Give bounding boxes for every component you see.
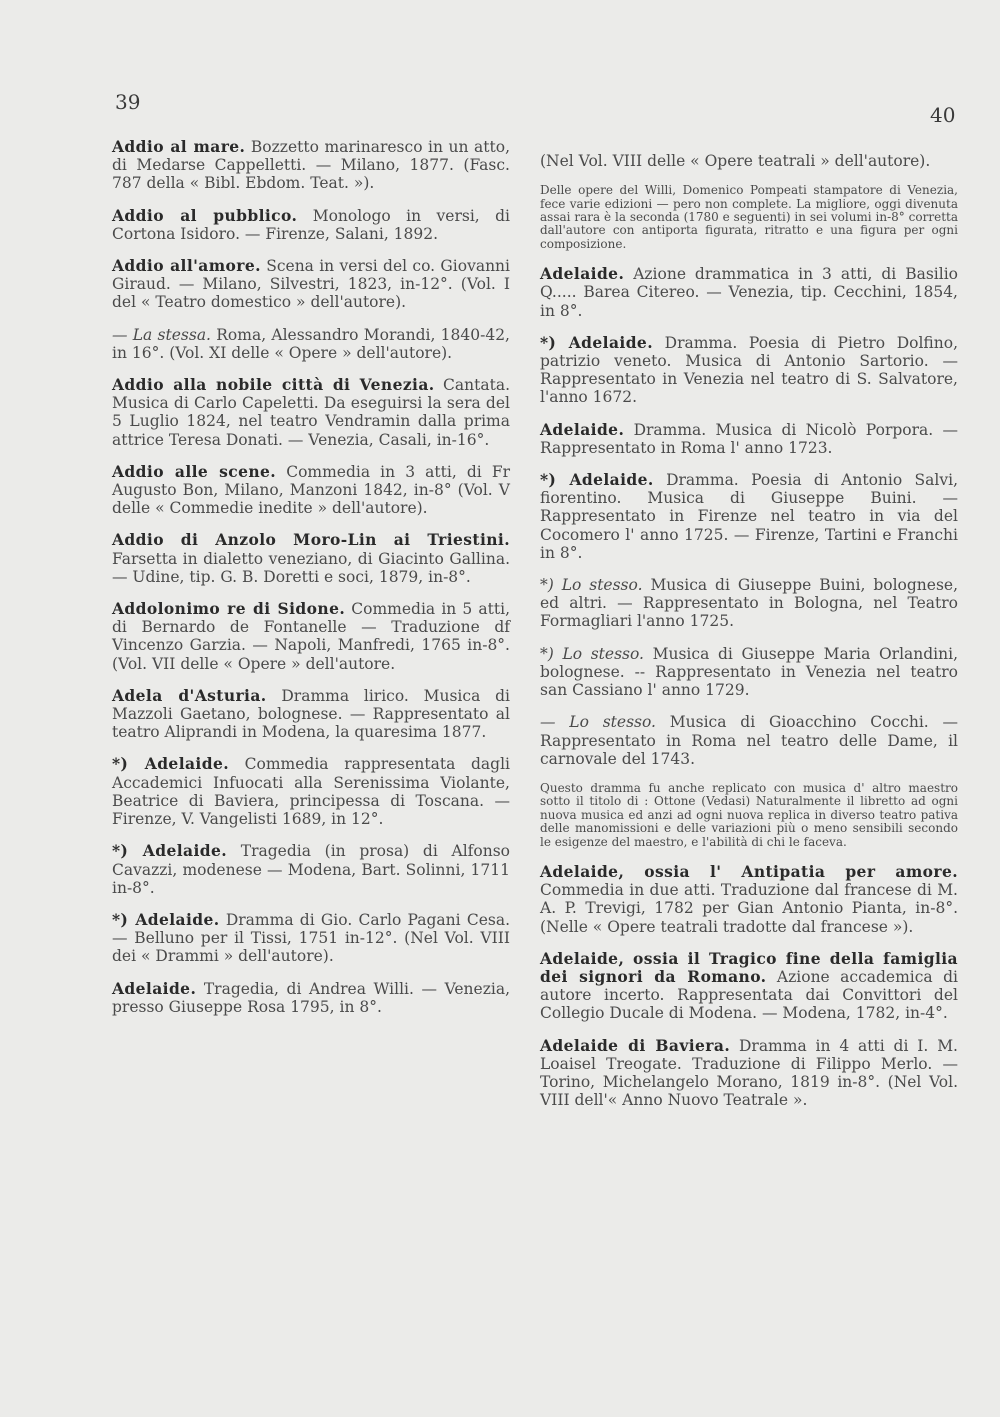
entry-text: Farsetta in dialetto veneziano, di Giacinto Gallina. — Udine, tip. G. B. Doretti e soci, 1879, in-8°. <box>112 549 510 586</box>
entry-text: Tragedia, di Andrea Willi. — Venezia, presso Giuseppe Rosa 1795, in 8°. <box>112 979 510 1016</box>
entry-title: *) Adelaide. <box>540 332 653 352</box>
entry-text: Musica di Giuseppe Maria Orlandini, bolognese. -- Rappresentato in Venezia nel teatro san Cassiano l' anno 1729. <box>540 644 958 700</box>
entry-text: Cantata. Musica di Carlo Capeletti. Da eseguirsi la sera del 5 Luglio 1824, nel teatro Vendramin dalla prima attrice Teresa Donati. — Venezia, Casali, in-16°. <box>112 376 510 449</box>
entry <box>540 863 958 936</box>
entry <box>540 421 958 457</box>
entry <box>112 755 510 828</box>
entry-title: Adelaide di Baviera. <box>540 1035 731 1055</box>
entry-continuation: (Nel Vol. VIII delle « Opere teatrali » dell'autore). <box>540 152 931 170</box>
entry <box>540 645 958 700</box>
entry-title: Adelaide. <box>540 264 625 284</box>
entry-text: Dramma. Poesia di Pietro Dolfino, patrizio veneto. Musica di Antonio Sartorio. — Rappresentato in Venezia nel teatro di S. Salvatore, l'anno 1672. <box>540 333 958 407</box>
entry-text: Tragedia (in prosa) di Alfonso Cavazzi, modenese — Modena, Bart. Solinni, 1711 in-8°. <box>112 842 510 897</box>
entry <box>112 326 510 362</box>
entry-text: Monologo in versi, di Cortona Isidoro. — Firenze, Salani, 1892. <box>112 206 510 243</box>
right-column <box>540 152 958 1123</box>
entry-text: Commedia in 5 atti, di Bernardo de Fontanelle — Traduzione df Vincenzo Garzia. — Napoli, Manfredi, 1765 in-8°. (Vol. VII delle « Opere » dell'autore. <box>112 600 510 673</box>
page-number-left: 39 <box>115 90 141 114</box>
entry-text: Commedia rappresentata dagli Accademici Infuocati alla Serenissima Violante, Beatrice di Baviera, principessa di Toscana. — Firenze, V. Vangelisti 1689, in 12°. <box>112 755 510 829</box>
entry-text: Commedia in 3 atti, di Fr Augusto Bon, Milano, Manzoni 1842, in-8° (Vol. V delle « Commedie inedite » dell'autore). <box>112 462 510 518</box>
page-number-right: 40 <box>930 103 956 127</box>
entry-text: Dramma in 4 atti di I. M. Loaisel Treogate. Traduzione di Filippo Merlo. — Torino, Michelangelo Morano, 1819 in-8°. (Nel Vol. VIII dell'« Anno Nuovo Teatrale ». <box>540 1036 958 1110</box>
entry <box>112 687 510 742</box>
entry-text: Azione drammatica in 3 atti, di Basilio Q..... Barea Citereo. — Venezia, tip. Cecchini, 1854, in 8°. <box>540 265 958 320</box>
footnote: Delle opere del Willi, Domenico Pompeati stampatore di Venezia, fece varie edizioni — pero non complete. La migliore, oggi divenuta assai rara è la seconda (1780 e seguenti) in sei volumi in-8° corretta dall'autore con antiporta figurata, ritratto e una figura per ogni composizione. <box>540 183 958 251</box>
entry-title: — Lo stesso. <box>540 713 656 732</box>
entry-title: Adelaide. <box>540 419 625 439</box>
entry <box>112 257 510 312</box>
entry-text: Bozzetto marinaresco in un atto, di Medarse Cappelletti. — Milano, 1877. (Fasc. 787 della « Bibl. Ebdom. Teat. »). <box>112 138 510 193</box>
entry-text: Roma, Alessandro Morandi, 1840-42, in 16°. (Vol. XI delle « Opere » dell'autore). <box>112 325 510 362</box>
entry-title: Addio alla nobile città di Venezia. <box>112 375 435 395</box>
entry <box>540 471 958 562</box>
entry-title: Addio di Anzolo Moro-Lin ai Triestini. <box>112 530 510 550</box>
entry <box>540 950 958 1023</box>
entry <box>112 138 510 193</box>
entry-text: Dramma di Gio. Carlo Pagani Cesa. — Belluno per il Tissi, 1751 in-12°. (Nel Vol. VIII dei « Drammi » dell'autore). <box>112 910 510 966</box>
entry <box>540 1037 958 1110</box>
entry-title: Adelaide. <box>112 978 197 998</box>
left-column <box>112 138 510 1030</box>
entry-title: Adelaide, ossia l' Antipatia per amore. <box>540 861 958 881</box>
entry-title: *) Adelaide. <box>112 841 228 861</box>
entry-title: Addio al pubblico. <box>112 205 298 225</box>
entry <box>540 265 958 320</box>
entry-title: Adelaide, ossia il Tragico fine della famiglia dei signori da Romano. <box>540 948 958 986</box>
entry-text: Scena in versi del co. Giovanni Giraud. — Milano, Silvestri, 1823, in-12°. (Vol. I del « Teatro domestico » dell'autore). <box>112 257 510 312</box>
entry-title: *) Adelaide. <box>540 470 654 490</box>
entry <box>112 600 510 673</box>
entry <box>112 463 510 518</box>
entry-title: — La stessa. <box>112 325 211 344</box>
entry-title: Adela d'Asturia. <box>112 685 267 705</box>
entry-text: Azione accademica di autore incerto. Rappresentata dai Convittori del Collegio Ducale di Modena. — Modena, 1782, in-4°. <box>540 967 958 1023</box>
entry <box>112 207 510 243</box>
entry <box>540 713 958 768</box>
entry <box>112 376 510 449</box>
entry <box>540 576 958 631</box>
entry-title: Addio all'amore. <box>112 256 261 276</box>
entry-title: *) Adelaide. <box>112 754 230 774</box>
entry-text: Commedia in due atti. Traduzione dal francese di M. A. P. Trevigi, 1782 per Gian Antonio Pianta, in-8°. (Nelle « Opere teatrali tradotte dal francese »). <box>540 881 958 936</box>
entry-title: *) Lo stesso. <box>540 576 643 595</box>
entry-title: Addio al mare. <box>112 137 246 156</box>
entry-text: Musica di Giuseppe Buini, bolognese, ed altri. — Rappresentato in Bologna, nel Teatro Formagliari l'anno 1725. <box>540 576 958 631</box>
entry-text: Dramma. Musica di Nicolò Porpora. — Rappresentato in Roma l' anno 1723. <box>540 420 958 457</box>
entry <box>112 531 510 586</box>
entry-title: *) Lo stesso. <box>540 644 644 663</box>
entry <box>112 980 510 1016</box>
entry-title: Addolonimo re di Sidone. <box>112 599 346 619</box>
entry-text: Musica di Gioacchino Cocchi. — Rappresentato in Roma nel teatro delle Dame, il carnovale del 1743. <box>540 713 959 768</box>
entry <box>112 842 510 897</box>
entry-title: *) Adelaide. <box>112 909 220 929</box>
entry-text: Dramma. Poesia di Antonio Salvi, fiorentino. Musica di Giuseppe Buini. — Rappresentato in Firenze nel teatro in via del Cocomero l' anno 1725. — Firenze, Tartini e Franchi in 8°. <box>540 471 958 562</box>
footnote: Questo dramma fu anche replicato con musica d' altro maestro sotto il titolo di : Ottone (Vedasi) Naturalmente il libretto ad ogni nuova musica ed anzi ad ogni nuova replica in diverso teatro pativa delle manomissioni e delle variazioni più o meno sensibili secondo le esigenze del maestro, e l'abilità di chi le faceva. <box>540 780 958 849</box>
entry <box>112 911 510 966</box>
entry <box>540 334 958 407</box>
entry-title: Addio alle scene. <box>112 461 277 481</box>
entry-text: Dramma lirico. Musica di Mazzoli Gaetano, bolognese. — Rappresentato al teatro Aliprandi in Modena, la quaresima 1877. <box>112 686 510 742</box>
